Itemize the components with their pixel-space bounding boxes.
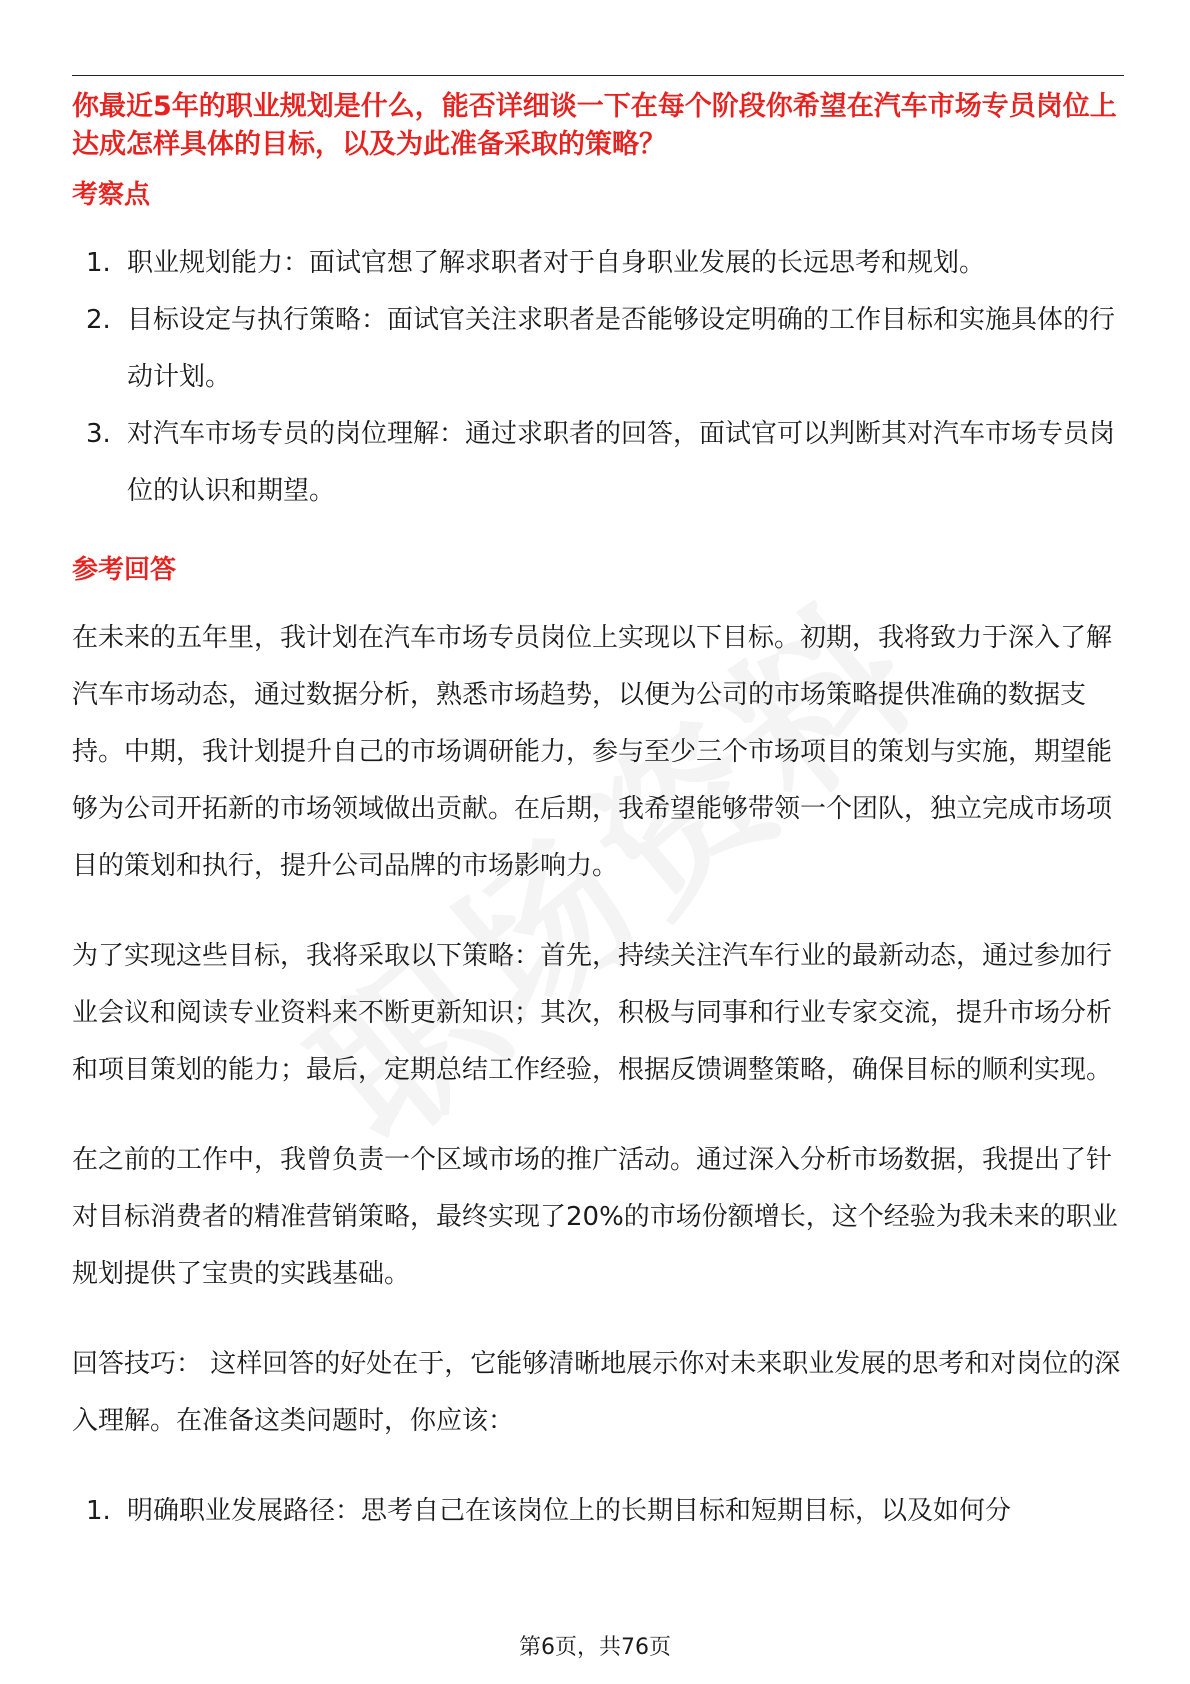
answer-body <box>72 610 1124 1450</box>
paragraph: 回答技巧： 这样回答的好处在于，它能够清晰地展示你对未来职业发展的思考和对岗位的深入理解。在准备这类问题时，你应该： <box>72 1349 1121 1436</box>
content <box>72 88 1124 1540</box>
page-number: 第6页，共76页 <box>519 1635 671 1660</box>
points-heading: 考察点 <box>72 180 151 210</box>
answer-heading: 参考回答 <box>72 555 177 585</box>
paragraph: 在未来的五年里，我计划在汽车市场专员岗位上实现以下目标。初期，我将致力于深入了解汽车市场动态，通过数据分析，熟悉市场趋势，以便为公司的市场策略提供准确的数据支持。中期，我计划提升自己的市场调研能力，参与至少三个市场项目的策划与实施，期望能够为公司开拓新的市场领域做出贡献。在后期，我希望能够带领一个团队，独立完成市场项目的策划和执行，提升公司品牌的市场影响力。 <box>72 623 1113 881</box>
header-rule <box>72 75 1124 76</box>
tips-list <box>72 1483 1124 1540</box>
question-title: 你最近5年的职业规划是什么，能否详细谈一下在每个阶段你希望在汽车市场专员岗位上达成怎样具体的目标，以及为此准备采取的策略？ <box>72 91 1117 160</box>
list-item: 2. 目标设定与执行策略：面试官关注求职者是否能够设定明确的工作目标和实施具体的行动计划。 <box>86 305 1116 392</box>
paragraph: 为了实现这些目标，我将采取以下策略：首先，持续关注汽车行业的最新动态，通过参加行业会议和阅读专业资料来不断更新知识；其次，积极与同事和行业专家交流，提升市场分析和项目策划的能力；最后，定期总结工作经验，根据反馈调整策略，确保目标的顺利实现。 <box>72 941 1113 1085</box>
list-item: 1. 明确职业发展路径：思考自己在该岗位上的长期目标和短期目标，以及如何分 <box>86 1496 1012 1526</box>
list-item: 1. 职业规划能力：面试官想了解求职者对于自身职业发展的长远思考和规划。 <box>86 248 986 278</box>
paragraph: 在之前的工作中，我曾负责一个区域市场的推广活动。通过深入分析市场数据，我提出了针对目标消费者的精准营销策略，最终实现了20%的市场份额增长，这个经验为我未来的职业规划提供了宝贵的实践基础。 <box>72 1145 1118 1289</box>
points-list <box>72 235 1124 520</box>
list-item: 3. 对汽车市场专员的岗位理解：通过求职者的回答，面试官可以判断其对汽车市场专员岗位的认识和期望。 <box>86 419 1116 506</box>
